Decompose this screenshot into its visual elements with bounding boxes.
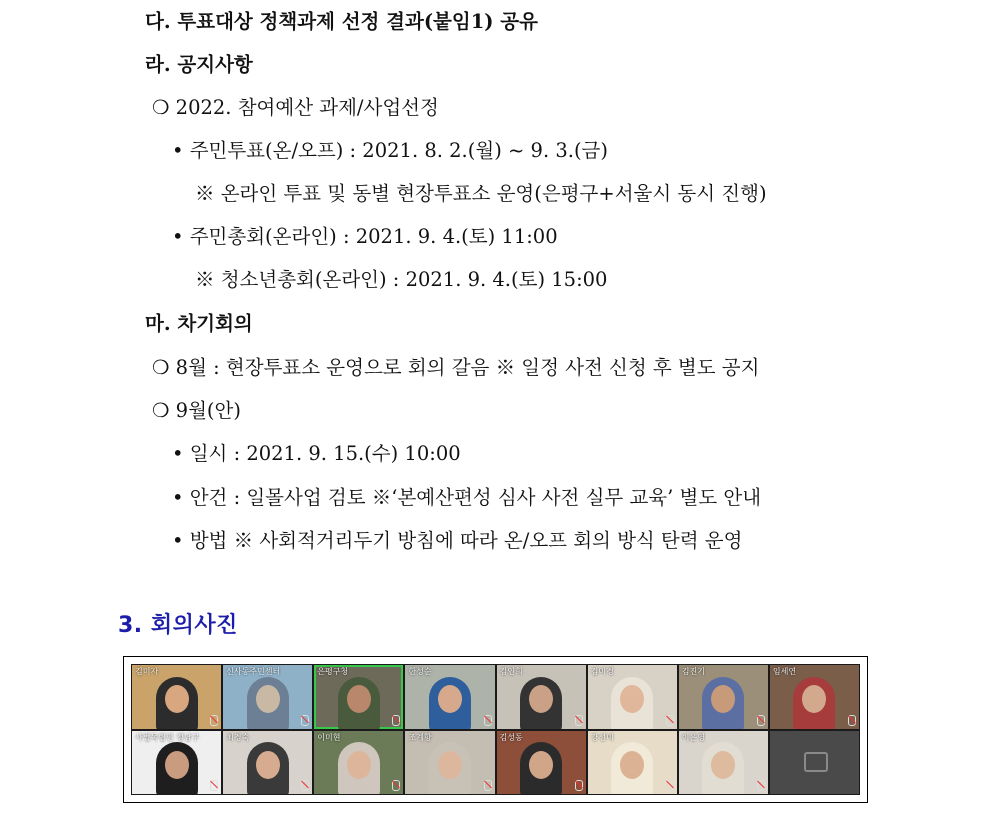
participant-name: 김미자	[135, 667, 159, 676]
muted-mic-icon	[757, 780, 765, 791]
participant-face	[438, 751, 462, 779]
ra-youth-assembly-note: ※ 청소년총회(온라인) : 2021. 9. 4.(토) 15:00	[195, 268, 608, 291]
video-call-grid	[131, 664, 860, 795]
section-3-title: 3. 회의사진	[118, 613, 238, 638]
participant-tile	[679, 731, 768, 795]
muted-mic-icon	[484, 780, 492, 791]
participant-face	[438, 685, 462, 713]
muted-mic-icon	[484, 715, 492, 726]
ra-vote-note: ※ 온라인 투표 및 동별 현장투표소 운영(은평구+서울시 동시 진행)	[195, 182, 767, 205]
agenda-item-ra: 라. 공지사항	[145, 53, 253, 76]
participant-face	[620, 751, 644, 779]
muted-mic-icon	[210, 780, 218, 791]
participant-name: 강선미	[590, 732, 614, 742]
ma-august: ❍ 8월 : 현장투표소 운영으로 회의 갈음 ※ 일정 사전 신청 후 별도 공지	[152, 356, 760, 379]
participant-name: 신사동주민센터	[226, 667, 281, 676]
participant-name: 임세연	[772, 667, 797, 676]
participant-name: 김진기	[681, 667, 705, 676]
participant-face	[256, 751, 280, 779]
ma-method: • 방법 ※ 사회적거리두기 방침에 따라 온/오프 회의 방식 탄력 운영	[172, 529, 743, 552]
participant-face	[165, 751, 189, 779]
muted-mic-icon	[575, 715, 583, 726]
video-off-tile	[770, 731, 859, 795]
ma-date: • 일시 : 2021. 9. 15.(수) 10:00	[172, 442, 461, 465]
participant-name: 이미현	[317, 732, 341, 742]
ra-sub-participatory-budget: ❍ 2022. 참여예산 과제/사업선정	[152, 96, 439, 119]
muted-mic-icon	[666, 715, 674, 726]
participant-name: 사법독립인 정남구	[135, 732, 200, 742]
participant-tile	[497, 731, 586, 795]
ma-september: ❍ 9월(안)	[152, 399, 241, 422]
participant-name: 김성동	[499, 732, 523, 742]
participant-face	[529, 751, 553, 779]
chat-icon	[804, 752, 828, 772]
participant-tile	[132, 665, 221, 729]
participant-face	[347, 751, 371, 779]
participant-tile	[314, 731, 403, 795]
participant-tile	[679, 665, 768, 729]
participant-tile	[223, 731, 312, 795]
participant-name: 한성순	[408, 667, 432, 676]
muted-mic-icon	[848, 715, 856, 726]
participant-tile	[405, 731, 494, 795]
participant-face	[529, 685, 553, 713]
participant-face	[256, 685, 280, 713]
participant-name: 김미경	[590, 667, 614, 676]
muted-mic-icon	[575, 780, 583, 791]
muted-mic-icon	[757, 715, 765, 726]
meeting-photo	[123, 656, 868, 803]
agenda-item-da: 다. 투표대상 정책과제 선정 결과(붙임1) 공유	[145, 10, 538, 33]
participant-tile	[314, 665, 403, 729]
participant-tile	[132, 731, 221, 795]
muted-mic-icon	[210, 715, 218, 726]
ma-agenda: • 안건 : 일몰사업 검토 ※‘본예산편성 심사 사전 실무 교육’ 별도 안내	[172, 486, 762, 509]
participant-tile	[405, 665, 494, 729]
participant-tile	[770, 665, 859, 729]
participant-face	[165, 685, 189, 713]
muted-mic-icon	[666, 780, 674, 791]
participant-face	[711, 751, 735, 779]
ra-resident-assembly: • 주민총회(온라인) : 2021. 9. 4.(토) 11:00	[172, 225, 558, 248]
participant-name: 최경숙	[226, 732, 250, 742]
participant-name: 조계향	[408, 732, 432, 742]
participant-name: 이은영	[681, 732, 705, 742]
ra-resident-vote: • 주민투표(온/오프) : 2021. 8. 2.(월) ~ 9. 3.(금)	[172, 139, 608, 162]
muted-mic-icon	[301, 780, 309, 791]
participant-name: 은평구청	[317, 667, 349, 676]
agenda-item-ma: 마. 차기회의	[145, 312, 253, 335]
participant-tile	[588, 665, 677, 729]
participant-tile	[497, 665, 586, 729]
muted-mic-icon	[392, 715, 400, 726]
participant-name: 김인희	[499, 667, 523, 676]
muted-mic-icon	[392, 780, 400, 791]
participant-tile	[223, 665, 312, 729]
participant-face	[347, 685, 371, 713]
muted-mic-icon	[301, 715, 309, 726]
participant-tile	[588, 731, 677, 795]
